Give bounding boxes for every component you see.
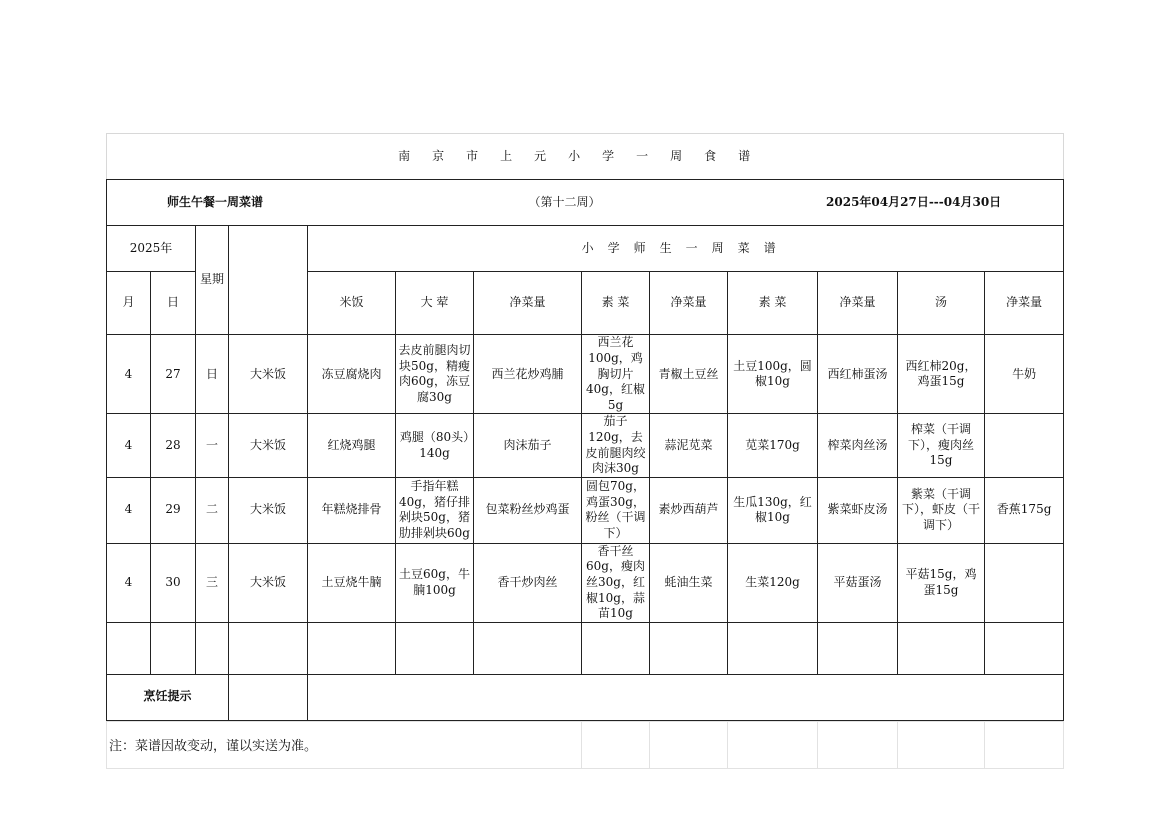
table-row: [107, 414, 1064, 477]
veg1-cell: 包菜粉丝炒鸡蛋: [474, 477, 582, 543]
subheader-week: （第十二周）: [528, 194, 601, 209]
veg1-qty-cell: 西兰花 100g，鸡胸切片40g，红椒5g: [582, 335, 650, 414]
fruit-cell: 牛奶: [985, 335, 1064, 414]
main-dish-cell: 土豆烧牛腩: [308, 543, 396, 622]
col-main-dish: 大 荤: [396, 272, 474, 335]
month-cell: 4: [107, 543, 151, 622]
month-cell: 4: [107, 477, 151, 543]
cooking-tips-content: [308, 674, 1064, 720]
soup-qty-cell: 榨菜（干调下），瘦肉丝15g: [898, 414, 985, 477]
page-title: 南京市上元小学一周食谱: [107, 134, 1064, 180]
veg2-cell: 素炒西葫芦: [650, 477, 728, 543]
subheader-row: [107, 180, 1064, 226]
weekday-cell: 二: [196, 477, 229, 543]
cooking-tips-label: 烹饪提示: [107, 674, 229, 720]
main-qty-cell: 手指年糕40g，猪仔排剁块50g，猪肋排剁块60g: [396, 477, 474, 543]
col-veg-2: 素 菜: [728, 272, 818, 335]
main-dish-cell: 年糕烧排骨: [308, 477, 396, 543]
cooking-tips-row: [107, 674, 1064, 720]
cooking-tips-blank: [229, 674, 308, 720]
col-net-qty-3: 净菜量: [818, 272, 898, 335]
col-soup: 汤: [898, 272, 985, 335]
soup-qty-cell: 西红柿20g，鸡蛋15g: [898, 335, 985, 414]
menu-sheet: [106, 133, 1063, 769]
main-qty-cell: 去皮前腿肉切块50g，精瘦肉60g，冻豆腐30g: [396, 335, 474, 414]
rice-cell: 大米饭: [229, 543, 308, 622]
table-row: [107, 543, 1064, 622]
soup-qty-cell: 平菇15g，鸡蛋15g: [898, 543, 985, 622]
day-cell: 27: [151, 335, 196, 414]
veg2-qty-cell: 苋菜170g: [728, 414, 818, 477]
veg2-cell: 蒜泥苋菜: [650, 414, 728, 477]
day-cell: 30: [151, 543, 196, 622]
menu-table: [106, 133, 1064, 721]
soup-cell: 紫菜虾皮汤: [818, 477, 898, 543]
subheader-cell: [107, 180, 1064, 226]
rice-cell: 大米饭: [229, 414, 308, 477]
soup-cell: 西红柿蛋汤: [818, 335, 898, 414]
section-title: 小学师生一周菜谱: [308, 226, 1064, 272]
year-label: 2025年: [107, 226, 196, 272]
day-cell: 28: [151, 414, 196, 477]
main-qty-cell: 土豆60g，牛腩100g: [396, 543, 474, 622]
month-cell: 4: [107, 335, 151, 414]
soup-cell: 平菇蛋汤: [818, 543, 898, 622]
col-month: 月: [107, 272, 151, 335]
table-row: [107, 335, 1064, 414]
subheader-left: 师生午餐一周菜谱: [167, 194, 264, 209]
veg1-qty-cell: 茄子120g，去皮前腿肉绞肉沫30g: [582, 414, 650, 477]
fruit-cell: [985, 543, 1064, 622]
title-row: [107, 134, 1064, 180]
note-table: [106, 721, 1064, 769]
veg1-cell: 西兰花炒鸡脯: [474, 335, 582, 414]
soup-qty-cell: 紫菜（干调下），虾皮（干调下）: [898, 477, 985, 543]
veg1-qty-cell: 圆包70g，鸡蛋30g，粉丝（干调下）: [582, 477, 650, 543]
fruit-cell: [985, 414, 1064, 477]
col-day: 日: [151, 272, 196, 335]
fruit-cell: 香蕉175g: [985, 477, 1064, 543]
subheader-date-range: 2025年04月27日---04月30日: [826, 194, 1002, 209]
soup-cell: 榨菜肉丝汤: [818, 414, 898, 477]
weekday-cell: 一: [196, 414, 229, 477]
empty-row: [107, 622, 1064, 674]
section-header-row: [107, 226, 1064, 272]
weekday-label: 星期: [196, 226, 229, 335]
veg1-cell: 肉沫茄子: [474, 414, 582, 477]
col-veg-1: 素 菜: [582, 272, 650, 335]
col-net-qty-4: 净菜量: [985, 272, 1064, 335]
footnote: 注：菜谱因故变动，谨以实送为准。: [107, 721, 582, 768]
veg2-qty-cell: 生瓜130g，红椒10g: [728, 477, 818, 543]
veg2-qty-cell: 生菜120g: [728, 543, 818, 622]
rice-cell: 大米饭: [229, 335, 308, 414]
table-row: [107, 477, 1064, 543]
veg1-qty-cell: 香干丝60g，瘦肉丝30g，红椒10g，蒜苗10g: [582, 543, 650, 622]
veg1-cell: 香干炒肉丝: [474, 543, 582, 622]
main-qty-cell: 鸡腿（80头）140g: [396, 414, 474, 477]
day-cell: 29: [151, 477, 196, 543]
main-dish-cell: 红烧鸡腿: [308, 414, 396, 477]
month-cell: 4: [107, 414, 151, 477]
weekday-cell: 日: [196, 335, 229, 414]
blank-header-cell: [229, 226, 308, 335]
col-net-qty-1: 净菜量: [474, 272, 582, 335]
main-dish-cell: 冻豆腐烧肉: [308, 335, 396, 414]
weekday-cell: 三: [196, 543, 229, 622]
col-rice: 米饭: [308, 272, 396, 335]
col-net-qty-2: 净菜量: [650, 272, 728, 335]
veg2-cell: 青椒土豆丝: [650, 335, 728, 414]
rice-cell: 大米饭: [229, 477, 308, 543]
veg2-qty-cell: 土豆100g，圆椒10g: [728, 335, 818, 414]
veg2-cell: 蚝油生菜: [650, 543, 728, 622]
